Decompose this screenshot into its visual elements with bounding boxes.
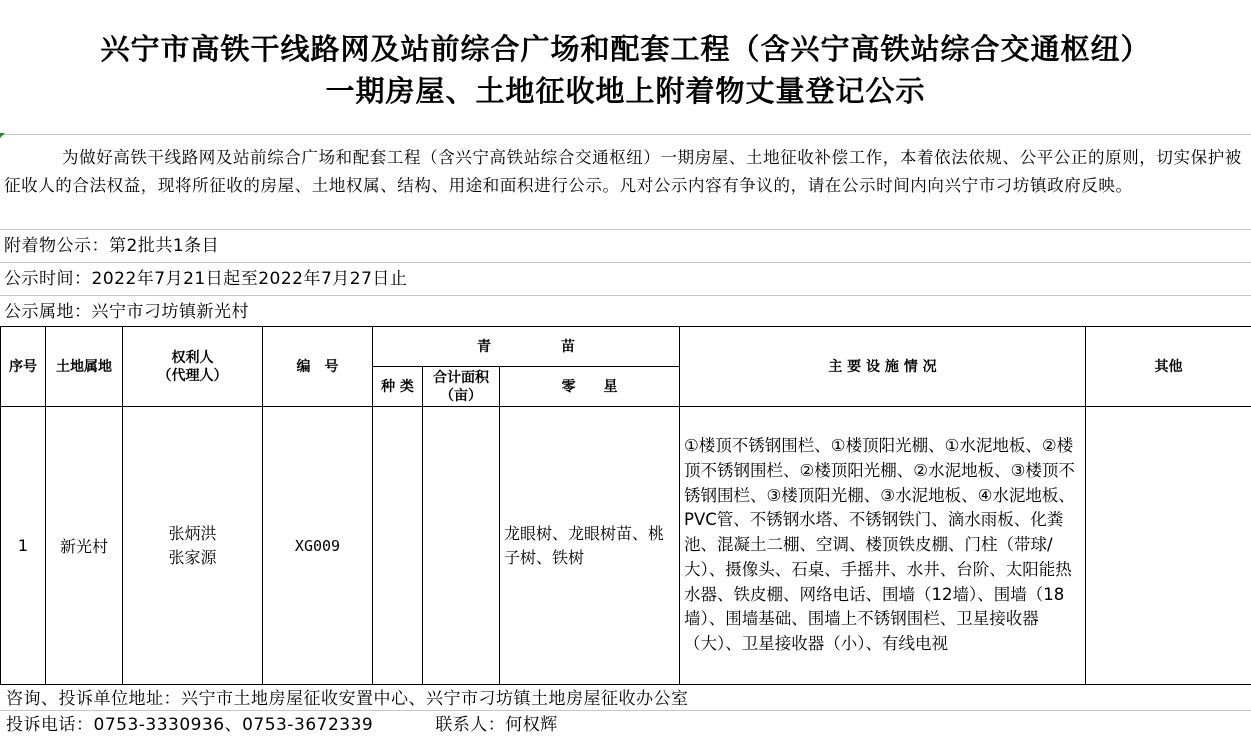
footer-phone: 投诉电话：0753-3330936、0753-3672339 [6, 715, 373, 735]
owner-name-2: 张家源 [123, 546, 262, 570]
header-facilities: 主 要 设 施 情 况 [680, 327, 1086, 407]
title-line-2: 一期房屋、土地征收地上附着物丈量登记公示 [0, 70, 1251, 112]
cell-code: XG009 [263, 407, 373, 685]
title-line-1: 兴宁市高铁干线路网及站前综合广场和配套工程（含兴宁高铁站综合交通枢纽） [0, 28, 1251, 70]
header-seq: 序号 [1, 327, 46, 407]
cell-seq: 1 [1, 407, 46, 685]
table-row [1, 407, 1251, 685]
owner-name-1: 张炳洪 [123, 522, 262, 546]
cell-other [1086, 407, 1251, 685]
divider [0, 229, 1251, 230]
header-code: 编 号 [263, 327, 373, 407]
cell-area [423, 407, 500, 685]
header-land: 土地属地 [46, 327, 123, 407]
cell-marker [0, 133, 5, 138]
divider [0, 262, 1251, 263]
location-info: 公示属地：兴宁市刁坊镇新光村 [4, 301, 1248, 323]
header-area [423, 367, 500, 407]
footer-contact-line [6, 714, 558, 736]
divider [0, 295, 1251, 296]
header-row [1, 327, 1251, 367]
cell-facilities: ①楼顶不锈钢围栏、①楼顶阳光棚、①水泥地板、②楼顶不锈钢围栏、②楼顶阳光棚、②水泥地板、③楼顶不锈钢围栏、③楼顶阳光棚、③水泥地板、④水泥地板、PVC管、不锈钢水塔、不锈钢铁门、滴水雨板、化粪池、混凝土二棚、空调、楼顶铁皮棚、门柱（带球/大）、摄像头、石桌、手摇井、水井、台阶、太阳能热水器、铁皮棚、网络电话、围墙（12墙）、围墙（18墙）、围墙基础、围墙上不锈钢围栏、卫星接收器（大）、卫星接收器（小）、有线电视 [680, 407, 1086, 685]
footer-address: 咨询、投诉单位地址：兴宁市土地房屋征收安置中心、兴宁市刁坊镇土地房屋征收办公室 [6, 688, 689, 710]
cell-land: 新光村 [46, 407, 123, 685]
header-other: 其他 [1086, 327, 1251, 407]
header-area-l1: 合计面积 [423, 369, 499, 387]
document-title [0, 28, 1251, 112]
cell-scatter: 龙眼树、龙眼树苗、桃子树、铁树 [500, 407, 680, 685]
header-area-l2: （亩） [423, 387, 499, 405]
divider [0, 710, 1251, 711]
registration-table [0, 326, 1251, 685]
header-seedling: 青 苗 [373, 327, 680, 367]
header-owner [123, 327, 263, 407]
intro-paragraph: 为做好高铁干线路网及站前综合广场和配套工程（含兴宁高铁站综合交通枢纽）一期房屋、土地征收补偿工作，本着依法依规、公平公正的原则，切实保护被征收人的合法权益，现将所征收的房屋、土地权属、结构、用途和面积进行公示。凡对公示内容有争议的，请在公示时间内向兴宁市刁坊镇政府反映。 [4, 144, 1248, 199]
period-info: 公示时间：2022年7月21日起至2022年7月27日止 [4, 268, 1248, 290]
header-scatter: 零 星 [500, 367, 680, 407]
header-owner-l1: 权利人 [123, 349, 262, 367]
header-owner-l2: （代理人） [123, 367, 262, 385]
cell-owner [123, 407, 263, 685]
cell-kind [373, 407, 423, 685]
batch-info: 附着物公示：第2批共1条目 [4, 235, 1248, 257]
footer-contact: 联系人：何权辉 [435, 715, 558, 735]
header-kind: 种 类 [373, 367, 423, 407]
